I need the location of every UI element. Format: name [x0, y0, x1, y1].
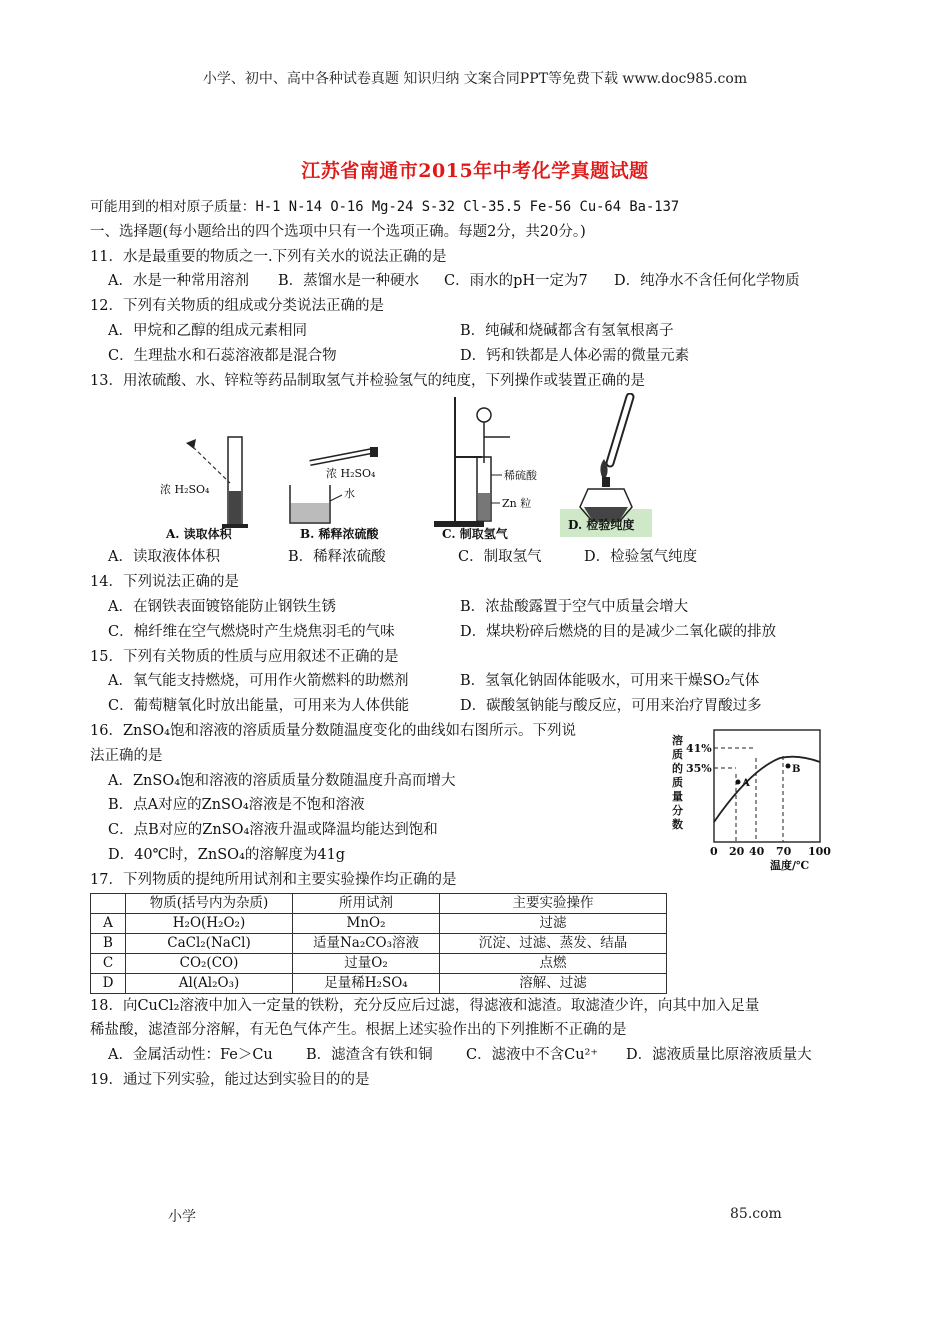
figure-b-water-label: 水: [344, 487, 355, 501]
graph-point-b-label: B: [792, 764, 801, 775]
table-cell: CO₂(CO): [126, 953, 293, 973]
q16-option-c: C．点B对应的ZnSO₄溶液升温或降温均能达到饱和: [108, 822, 438, 839]
q16-solubility-graph: [650, 726, 920, 876]
q11-option-d: D．纯净水不含任何化学物质: [614, 273, 800, 290]
graph-ylabel: [672, 733, 687, 831]
q15-option-a: A．氧气能支持燃烧，可用作火箭燃料的助燃剂: [108, 673, 409, 690]
q18-option-b: B．滤渣含有铁和铜: [306, 1047, 433, 1064]
q12-stem: 12．下列有关物质的组成或分类说法正确的是: [90, 298, 384, 315]
graph-curve: [714, 757, 820, 822]
graph-ylabel-char: 量: [672, 790, 683, 803]
q11-option-a: A．水是一种常用溶剂: [108, 273, 249, 290]
section-intro: 一、选择题(每小题给出的四个选项中只有一个选项正确。每题2分，共20分。): [90, 223, 586, 240]
q16-option-b: B．点A对应的ZnSO₄溶液是不饱和溶液: [108, 797, 365, 814]
q13-option-c: C．制取氢气: [458, 549, 542, 566]
graph-xtick-0: 0: [710, 845, 718, 858]
q18-options: [90, 1043, 870, 1068]
q15-options-row1: [90, 669, 870, 694]
table-cell: 适量Na₂CO₃溶液: [293, 933, 440, 953]
graph-point-a: [736, 780, 741, 785]
graph-xtick-20: 20: [729, 845, 745, 858]
exam-title: 江苏省南通市2015年中考化学真题试题: [301, 160, 649, 182]
graph-frame: [714, 730, 820, 842]
graph-xlabel: 温度/℃: [770, 859, 810, 872]
graph-ylabel-char: 溶: [672, 734, 683, 747]
q14-options-row1: [90, 595, 870, 620]
q12-options-row2: [90, 344, 870, 369]
table-cell: C: [91, 953, 126, 973]
q17-table: [90, 893, 667, 994]
table-row: [91, 913, 667, 933]
table-cell: MnO₂: [293, 913, 440, 933]
graph-ylabel-char: 的: [672, 762, 683, 775]
q15-options-row2: [90, 694, 870, 719]
table-header-cell: [91, 893, 126, 913]
graph-ylabel-char: 分: [672, 804, 683, 817]
graph-xtick-100: 100: [808, 845, 831, 858]
graph-xtick-70: 70: [776, 845, 792, 858]
q12-options-row1: [90, 319, 870, 344]
table-row: [91, 973, 667, 993]
figure-b-reagent-label: 浓 H₂SO₄: [326, 467, 376, 481]
q14-option-b: B．浓盐酸露置于空气中质量会增大: [460, 598, 689, 615]
table-cell: D: [91, 973, 126, 993]
q18-option-a: A．金属活动性：Fe＞Cu: [108, 1047, 273, 1064]
q13-apparatus-figure: [90, 393, 870, 545]
q12-option-b: B．纯碱和烧碱都含有氢氧根离子: [460, 322, 674, 339]
figure-c-zn-label: Zn 粒: [502, 497, 532, 511]
q12-option-d: D．钙和铁都是人体必需的微量元素: [460, 347, 690, 364]
q11-option-c: C．雨水的pH一定为7: [444, 273, 588, 290]
graph-ytick-35: 35%: [686, 762, 712, 775]
graph-ylabel-char: 质: [672, 748, 683, 761]
table-cell: 点燃: [440, 953, 667, 973]
exam-content: [90, 195, 870, 1093]
q13-stem: 13．用浓硫酸、水、锌粒等药品制取氢气并检验氢气的纯度，下列操作或装置正确的是: [90, 372, 645, 389]
q16-option-d: D．40℃时，ZnSO₄的溶解度为41g: [108, 846, 346, 863]
table-row: [91, 933, 667, 953]
table-cell: H₂O(H₂O₂): [126, 913, 293, 933]
q13-options: [90, 545, 870, 570]
page-header: 小学、初中、高中各种试卷真题 知识归纳 文案合同PPT等免费下载 www.doc985.com: [202, 71, 748, 87]
q14-option-c: C．棉纤维在空气燃烧时产生烧焦羽毛的气味: [108, 623, 395, 640]
figure-c-caption: C. 制取氢气: [442, 527, 508, 542]
table-cell: 过量O₂: [293, 953, 440, 973]
q14-option-a: A．在钢铁表面镀铬能防止钢铁生锈: [108, 598, 336, 615]
q15-option-b: B．氢氧化钠固体能吸水，可用来干燥SO₂气体: [460, 673, 760, 690]
q16-stem-line1: 16．ZnSO₄饱和溶液的溶质质量分数随温度变化的曲线如右图所示。下列说: [90, 722, 576, 739]
q17-stem: 17．下列物质的提纯所用试剂和主要实验操作均正确的是: [90, 871, 457, 888]
q15-option-d: D．碳酸氢钠能与酸反应，可用来治疗胃酸过多: [460, 698, 762, 715]
figure-a-reagent-label: 浓 H₂SO₄: [160, 483, 210, 497]
q12-option-c: C．生理盐水和石蕊溶液都是混合物: [108, 347, 337, 364]
q14-stem: 14．下列说法正确的是: [90, 574, 239, 591]
graph-point-b: [786, 764, 791, 769]
table-cell: 过滤: [440, 913, 667, 933]
figure-b-caption: B. 稀释浓硫酸: [300, 527, 379, 542]
table-cell: B: [91, 933, 126, 953]
q16-option-a: A．ZnSO₄饱和溶液的溶质质量分数随温度升高而增大: [108, 772, 456, 789]
table-header-cell: 主要实验操作: [440, 893, 667, 913]
q13-option-a: A．读取液体体积: [108, 549, 220, 566]
q15-option-c: C．葡萄糖氧化时放出能量，可用来为人体供能: [108, 698, 410, 715]
graph-ylabel-char: 数: [672, 818, 683, 831]
figure-a-graduated-cylinder: [160, 437, 248, 541]
table-cell: CaCl₂(NaCl): [126, 933, 293, 953]
table-header-row: [91, 893, 667, 913]
q12-option-a: A．甲烷和乙醇的组成元素相同: [108, 322, 307, 339]
table-cell: A: [91, 913, 126, 933]
footer-left: 小学: [168, 1209, 196, 1225]
q11-options: [90, 269, 870, 294]
figure-c-apparatus: [434, 397, 538, 541]
figure-c-acid-label: 稀硫酸: [504, 469, 537, 483]
graph-xtick-40: 40: [749, 845, 765, 858]
figure-d-alcohol-lamp: [560, 397, 652, 537]
q13-option-b: B．稀释浓硫酸: [288, 549, 386, 566]
graph-point-a-label: A: [742, 778, 750, 789]
q18-option-c: C．滤液中不含Cu²⁺: [466, 1047, 598, 1064]
table-cell: Al(Al₂O₃): [126, 973, 293, 993]
graph-ytick-41: 41%: [686, 742, 712, 755]
q11-stem: 11．水是最重要的物质之一.下列有关水的说法正确的是: [90, 248, 447, 265]
q14-option-d: D．煤块粉碎后燃烧的目的是减少二氧化碳的排放: [460, 623, 777, 640]
q18-stem-line2: 稀盐酸，滤渣部分溶解，有无色气体产生。根据上述实验作出的下列推断不正确的是: [90, 1022, 627, 1039]
table-header-cell: 物质(括号内为杂质): [126, 893, 293, 913]
q13-option-d: D．检验氢气纯度: [584, 549, 698, 566]
figure-a-caption: A. 读取体积: [166, 527, 232, 542]
q19-stem: 19．通过下列实验，能过达到实验目的的是: [90, 1071, 370, 1088]
graph-ylabel-char: 质: [672, 776, 683, 789]
q18-option-d: D．滤液质量比原溶液质量大: [626, 1047, 812, 1064]
q18-stem-line1: 18．向CuCl₂溶液中加入一定量的铁粉，充分反应后过滤，得滤液和滤渣。取滤渣少许，向其中加入足量: [90, 997, 760, 1014]
q11-option-b: B．蒸馏水是一种硬水: [278, 273, 420, 290]
figure-d-caption: D. 检验纯度: [568, 518, 635, 533]
table-row: [91, 953, 667, 973]
figure-b-beaker: [290, 447, 379, 541]
q13-figures: [90, 393, 870, 545]
table-header-cell: 所用试剂: [293, 893, 440, 913]
q15-stem: 15．下列有关物质的性质与应用叙述不正确的是: [90, 648, 399, 665]
footer-right: 85.com: [730, 1206, 782, 1222]
table-cell: 沉淀、过滤、蒸发、结晶: [440, 933, 667, 953]
q14-options-row2: [90, 620, 870, 645]
q16-stem-line2: 法正确的是: [90, 747, 163, 764]
table-cell: 足量稀H₂SO₄: [293, 973, 440, 993]
atomic-masses: 可能用到的相对原子质量：H-1 N-14 O-16 Mg-24 S-32 Cl-35.5 Fe-56 Cu-64 Ba-137: [90, 199, 680, 215]
table-cell: 溶解、过滤: [440, 973, 667, 993]
